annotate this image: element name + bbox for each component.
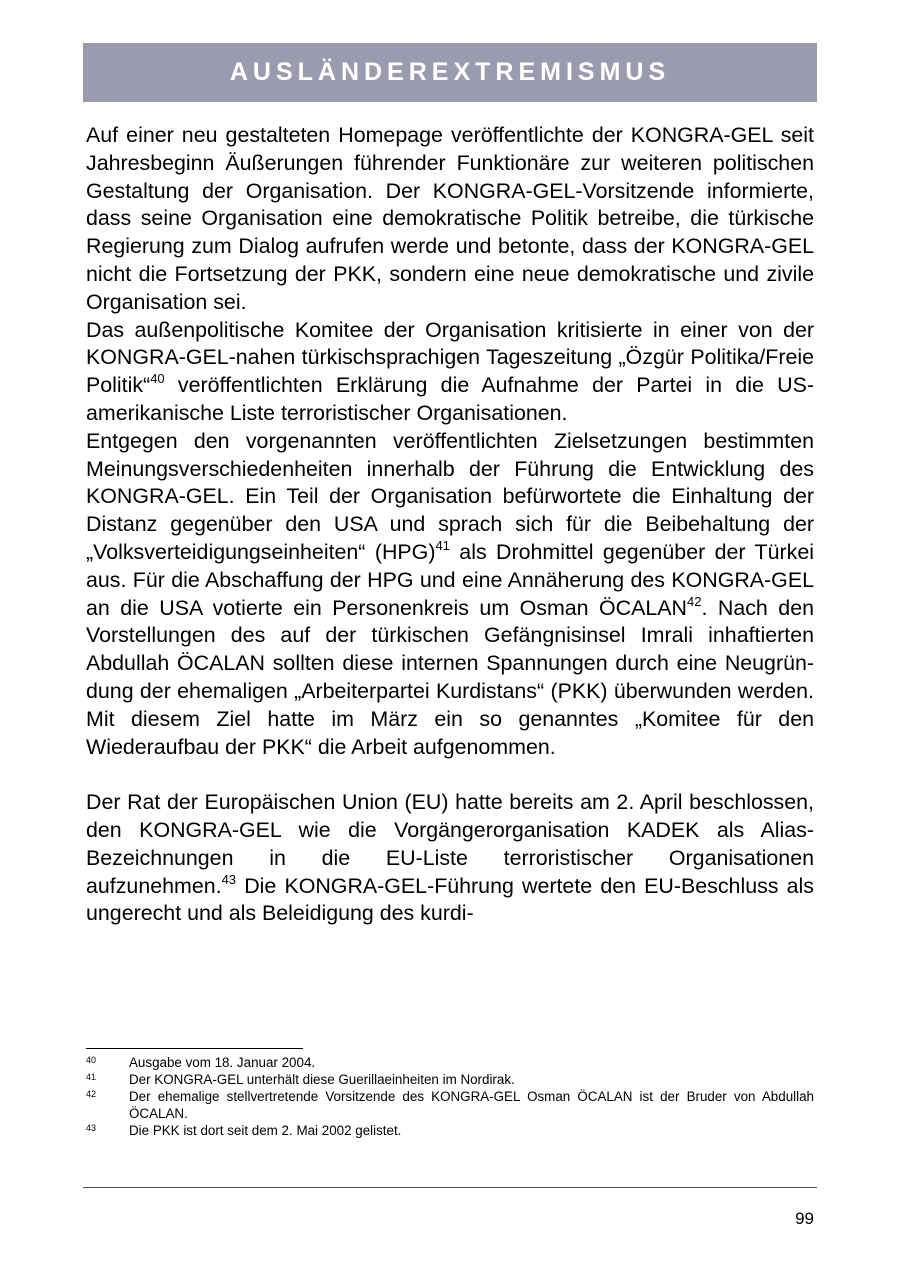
paragraph-text: Auf einer neu gestalteten Homepage veröffentlichte der KONGRA-GEL seit Jahresbeginn Äußerungen führender Funktionäre zur weiteren politischen Gestaltung der Organisation. Der KONGRA-GEL-Vorsitzende informierte, dass seine Organisation eine demokratische Politik betreibe, die türkische Regierung zum Dialog aufrufen werde und betonte, dass der KONGRA-GEL nicht die Fortsetzung der PKK, sondern eine neue demokratische und zivile Organisation sei. xyxy=(86,123,814,314)
paragraph-text: Das außenpolitische Komitee der Organisation kritisierte in einer von der KONGRA-GEL-nahen türkischsprachigen Tageszeitung „Özgür Politika/Freie Politik“ xyxy=(86,317,814,398)
footnote xyxy=(86,1054,814,1071)
footnotes xyxy=(86,1054,814,1139)
section-title: AUSLÄNDEREXTREMISMUS xyxy=(229,58,671,86)
footnote xyxy=(86,1088,814,1122)
footnote-ref-43[interactable]: 43 xyxy=(221,871,237,887)
paragraph-text: veröffentlichten Erklärung die Aufnahme der Partei in die US-amerikanische Liste terroristischer Organisationen. xyxy=(86,373,814,425)
footnote-ref-41[interactable]: 41 xyxy=(435,537,450,553)
page-number: 99 xyxy=(795,1209,814,1228)
paragraph-text: Die KONGRA-GEL-Führung wertete den EU-Beschluss als ungerecht und als Beleidigung des kurdi- xyxy=(86,873,814,926)
footnote-ref-40[interactable]: 40 xyxy=(150,371,165,387)
paragraph-3 xyxy=(86,428,814,762)
footnote-text: Ausgabe vom 18. Januar 2004. xyxy=(129,1055,316,1070)
footnote-number: 43 xyxy=(86,1123,97,1133)
footnote xyxy=(86,1071,814,1088)
paragraph-text: . Nach den Vorstellungen des auf der türkischen Gefängnisinsel Imrali inhaftierten Abdullah ÖCALAN sollten diese internen Spannungen durch eine Neugründung der ehemaligen „Arbeiterpartei Kurdistans“ (PKK) überwunden werden. Mit diesem Ziel hatte im März ein so genanntes „Komitee für den Wiederaufbau der PKK“ die Arbeit aufgenommen. xyxy=(86,595,814,759)
paragraph-2 xyxy=(86,317,814,428)
footnote-ref-42[interactable]: 42 xyxy=(687,593,702,609)
footer-divider xyxy=(83,1187,817,1188)
footnote-text: Der KONGRA-GEL unterhält diese Guerillaeinheiten im Nordirak. xyxy=(129,1072,515,1087)
footnote-number: 42 xyxy=(86,1089,97,1099)
footnote-number: 40 xyxy=(86,1055,97,1065)
paragraph-text: Der Rat der Europäischen Union (EU) hatte bereits am 2. April beschlossen, den KONGRA-GEL wie die Vorgängerorganisation KADEK als Alias-Bezeichnungen in die EU-Liste terroristischer Organisationen aufzunehmen. xyxy=(86,790,814,898)
paragraph-text: als Drohmittel gegenüber der Türkei aus. Für die Abschaffung der HPG und eine Annäherung des KONGRA-GEL an die USA votierte ein Personenkreis um Osman ÖCALAN xyxy=(86,539,814,620)
paragraph-1 xyxy=(86,122,814,317)
footnote-text: Die PKK ist dort seit dem 2. Mai 2002 gelistet. xyxy=(129,1123,402,1138)
footnote-number: 41 xyxy=(86,1072,97,1082)
main-text xyxy=(86,122,814,928)
paragraph-text: Entgegen den vorgenannten veröffentlichten Zielsetzungen bestimmten Meinungsverschiedenheiten innerhalb der Führung die Entwicklung des KONGRA-GEL. Ein Teil der Organisation befürwortete die Einhaltung der Distanz gegenüber den USA und sprach sich für die Beibehaltung der „Volksverteidigungseinheiten“ (HPG) xyxy=(86,428,814,564)
footnote-divider xyxy=(86,1048,303,1049)
section-header-bar xyxy=(83,43,817,102)
paragraph-4 xyxy=(86,789,814,928)
footnote-text: Der ehemalige stellvertretende Vorsitzende des KONGRA-GEL Osman ÖCALAN ist der Bruder von Abdullah ÖCALAN. xyxy=(129,1089,814,1121)
footnote xyxy=(86,1122,814,1139)
